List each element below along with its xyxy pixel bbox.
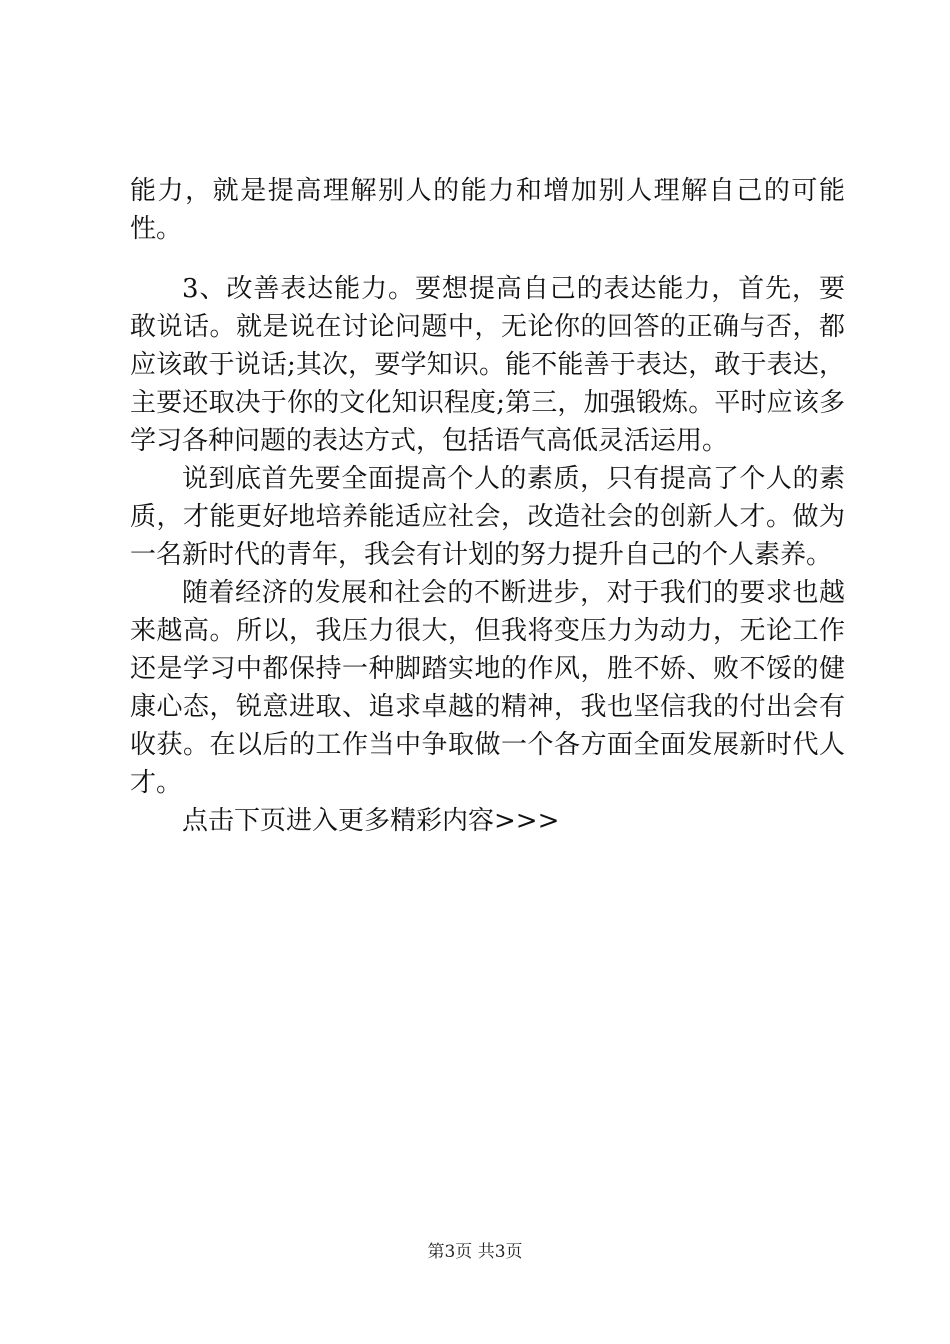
paragraph-pressure-motivation: 随着经济的发展和社会的不断进步，对于我们的要求也越来越高。所以，我压力很大，但我将变压力为动力，无论工作还是学习中都保持一种脚踏实地的作风，胜不娇、败不馁的健康心态，锐意进取、追求卓越的精神，我也坚信我的付出会有收获。在以后的工作当中争取做一个各方面全面发展新时代人才。: [130, 578, 845, 798]
more-content-link[interactable]: 点击下页进入更多精彩内容>>>: [182, 806, 560, 836]
paragraph-continuation: 能力，就是提高理解别人的能力和增加别人理解自己的可能性。: [130, 176, 845, 244]
paragraph-expression-ability: 3、改善表达能力。要想提高自己的表达能力，首先，要敢说话。就是说在讨论问题中，无论你的回答的正确与否，都应该敢于说话;其次，要学知识。能不能善于表达，敢于表达，主要还取决于你的文化知识程度;第三，加强锻炼。平时应该多学习各种问题的表达方式，包括语气高低灵活运用。: [130, 274, 845, 456]
page-footer: [0, 1240, 950, 1264]
page-indicator: 第3页 共3页: [427, 1242, 523, 1262]
paragraph-personal-quality: 说到底首先要全面提高个人的素质，只有提高了个人的素质，才能更好地培养能适应社会，改造社会的创新人才。做为一名新时代的青年，我会有计划的努力提升自己的个人素养。: [130, 464, 845, 570]
document-body: [130, 172, 845, 840]
